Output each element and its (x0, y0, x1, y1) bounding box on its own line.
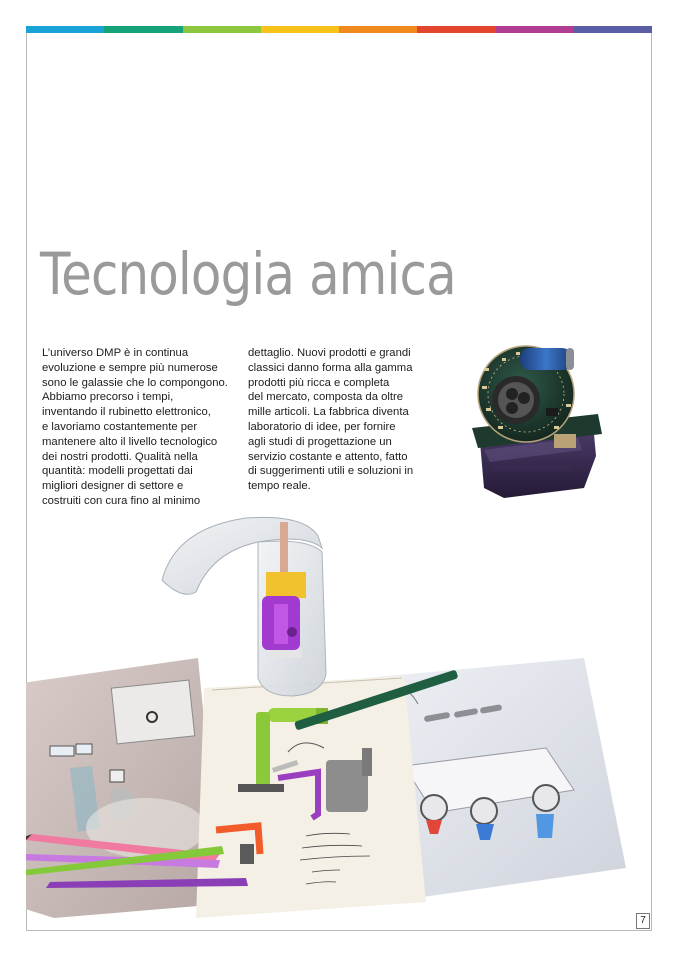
text-column-2 (248, 346, 438, 494)
text-line: Abbiamo precorso i tempi, (42, 391, 174, 404)
text-line: inventando il rubinetto elettronico, (42, 406, 211, 419)
text-line: servizio costante e attento, fatto (248, 450, 408, 463)
text-line: tempo reale. (248, 480, 311, 493)
electronic-circuit-board-icon (462, 338, 612, 508)
text-line: migliori designer di settore e (42, 480, 184, 493)
text-line: laboratorio di idee, per fornire (248, 420, 396, 433)
page-title: Tecnologia amica (40, 240, 456, 308)
text-line: quantità: modelli progettati dai (42, 465, 193, 478)
text-line: agli studi di progettazione un (248, 435, 392, 448)
text-line: evoluzione e sempre più numerose (42, 361, 218, 374)
color-bar-segment (104, 26, 182, 33)
text-line: prodotti più ricca e completa (248, 376, 390, 389)
text-line: classici danno forma alla gamma (248, 361, 413, 374)
text-line: e lavoriamo costantemente per (42, 420, 198, 433)
color-bar-segment (417, 26, 495, 33)
color-bar-segment (26, 26, 104, 33)
page-number: 7 (636, 913, 650, 929)
text-line: di suggerimenti utili e soluzioni in (248, 465, 414, 478)
color-bar-segment (574, 26, 652, 33)
text-line: costruiti con cura fino al minimo (42, 494, 201, 507)
text-line: L’universo DMP è in continua (42, 347, 189, 359)
text-line: del mercato, composta da oltre (248, 391, 404, 404)
text-line: dei nostri prodotti. Qualità nella (42, 450, 198, 463)
text-line: sono le galassie che lo compongono. (42, 376, 228, 389)
text-line: dettaglio. Nuovi prodotti e grandi (248, 347, 411, 359)
color-bar-segment (261, 26, 339, 33)
color-bar-segment (339, 26, 417, 33)
text-column-1 (42, 346, 232, 509)
design-sketches-icon (26, 508, 652, 928)
color-bar-segment (496, 26, 574, 33)
text-line: mantenere alto il livello tecnologico (42, 435, 218, 448)
color-bar-segment (183, 26, 261, 33)
text-line: mille articoli. La fabbrica diventa (248, 406, 409, 419)
color-bar (26, 26, 652, 33)
